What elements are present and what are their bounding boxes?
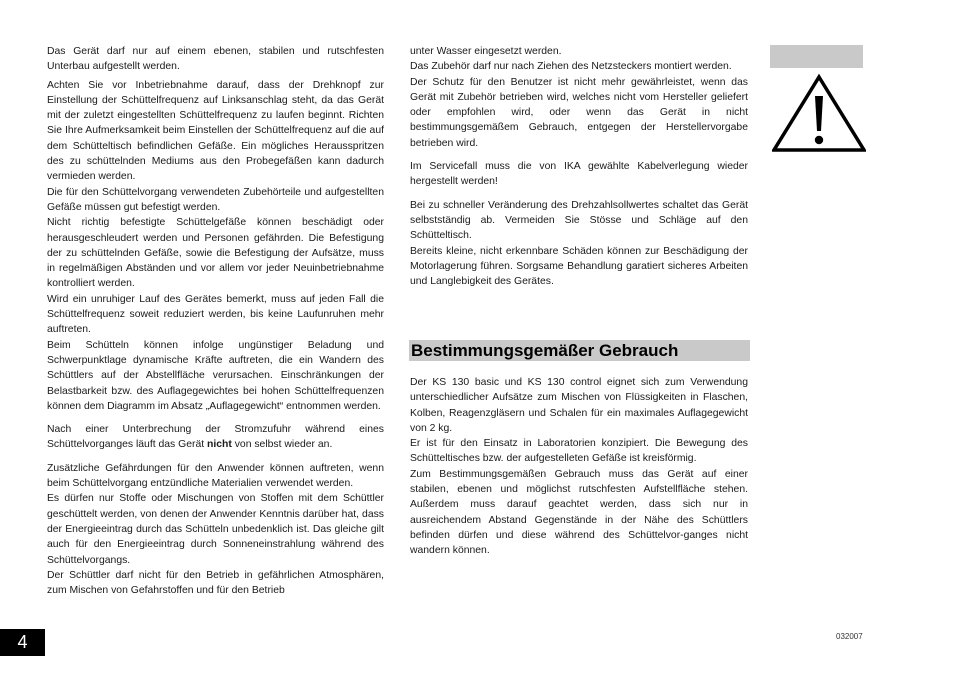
- paragraph: Der KS 130 basic und KS 130 control eignet sich zum Verwendung unterschiedlicher Aufsätze zum Mischen von Flüssigkeiten in Flaschen, Kolben, Reagenzgläsern und Schalen für ein maximales Auflagegewicht von 2 kg.: [410, 377, 748, 434]
- left-text-column: [47, 44, 384, 598]
- paragraph: Bei zu schneller Veränderung des Drehzahlsollwertes schaltet das Gerät selbstständig ab. Vermeiden Sie Stösse und Schläge auf den Schütteltisch.: [410, 199, 748, 242]
- page-number: 4: [0, 629, 45, 656]
- paragraph: Der Schüttler darf nicht für den Betrieb in gefährlichen Atmosphären, zum Mischen von Gefahrstoffen und für den Betrieb: [47, 569, 384, 597]
- document-code: 032007: [836, 632, 863, 641]
- paragraph: Die für den Schüttelvorgang verwendeten Zubehörteile und aufgestellten Gefäße müssen gut befestigt werden.: [47, 186, 384, 213]
- bold-word: nicht: [207, 439, 232, 451]
- paragraph: Achten Sie vor Inbetriebnahme darauf, dass der Drehknopf zur Einstellung der Schüttelfrequenz auf Linksanschlag steht, da das Gerät mit der zuletzt eingestellten Schüttelfrequenz zu laufen beginnt. Richten Sie Ihre Aufmerksamkeit beim Einstellen der Schüttelfrequenz auf die auf dem Schütteltisch befindlichen Gefäße. Ein mögliches Herausspritzen des zu schüttelnden Mediums aus den Probegefäßen kann dadurch vermieden werden.: [47, 79, 384, 183]
- paragraph: Das Gerät darf nur auf einem ebenen, stabilen und rutschfesten Unterbau aufgestellt werden.: [47, 46, 384, 73]
- warning-triangle-icon: [772, 74, 866, 152]
- section-heading: Bestimmungsgemäßer Gebrauch: [409, 340, 750, 361]
- paragraph: Zusätzliche Gefährdungen für den Anwender können auftreten, wenn beim Schüttelvorgang entzündliche Materialien verwendet werden.: [47, 462, 384, 490]
- paragraph: Zum Bestimmungsgemäßen Gebrauch muss das Gerät auf einer stabilen, ebenen und möglichst rutschfesten Aufstellfläche stehen. Außerdem muss darauf geachtet werden, dass sich nur in ausreichendem Abstand Gegenstände in der Nähe des Schüttlers befinden dürfen und diese während des Schüttelvor-ganges nicht wandern können.: [410, 468, 748, 557]
- paragraph: Beim Schütteln können infolge ungünstiger Beladung und Schwerpunktlage dynamische Kräfte auftreten, die ein Wandern des Schüttlers auf der Abstellfläche verursachen. Einschränkungen der Belastbarkeit bzw. des Auflagegewichtes bei hohen Schüttelfrequenzen können dem Diagramm im Absatz „Auflagegewicht“ entnommen werden.: [47, 339, 384, 412]
- paragraph: Im Servicefall muss die von IKA gewählte Kabelverlegung wieder hergestellt werden!: [410, 161, 748, 188]
- section-body: [410, 375, 748, 559]
- text-run: von selbst wieder an.: [231, 439, 333, 451]
- paragraph: Bereits kleine, nicht erkennbare Schäden können zur Beschädigung der Motorlagerung führen. Sorgsame Behandlung garatiert sicheres Arbeiten und Langlebigkeit des Gerätes.: [410, 245, 748, 288]
- paragraph: Er ist für den Einsatz in Laboratorien konzipiert. Die Bewegung des Schütteltisches bzw. der aufgestelleten Gefäße ist kreisförmig.: [410, 438, 748, 465]
- text-run: Nach einer Unterbrechung der Stromzufuhr während eines Schüttelvorganges läuft das Gerät: [47, 424, 384, 451]
- header-tab-bar: [770, 45, 863, 68]
- middle-text-column: [410, 44, 748, 289]
- paragraph: unter Wasser eingesetzt werden.: [410, 46, 562, 57]
- paragraph: Das Zubehör darf nur nach Ziehen des Netzsteckers montiert werden.: [410, 61, 732, 73]
- paragraph: Nicht richtig befestigte Schüttelgefäße können beschädigt oder herausgeschleudert werden und Personen gefährden. Die Befestigung der zu schüttelnden Gefäße, sowie die Befestigung der Aufsätze, muss in regelmäßigen Abständen und vor allem vor jeder Neuinbetriebnahme kontrolliert werden.: [47, 217, 384, 290]
- paragraph: Der Schutz für den Benutzer ist nicht mehr gewährleistet, wenn das Gerät mit Zubehör betrieben wird, welches nicht vom Hersteller geliefert oder empfohlen wird, oder wenn das Gerät in nicht bestimmungsgemäßem Gebrauch, entgegen der Herstellervorgabe betrieben wird.: [410, 76, 748, 149]
- paragraph: Es dürfen nur Stoffe oder Mischungen von Stoffen mit dem Schüttler geschüttelt werden, von denen der Anwender Kenntnis darüber hat, dass der Energieeintrag durch das Schütteln unbedenklich ist. Das gleiche gilt auch für den Energieeintrag durch Sonneneinstrahlung während des Schüttelvorgangs.: [47, 493, 384, 566]
- paragraph-power-interruption: [47, 422, 384, 453]
- paragraph: Wird ein unruhiger Lauf des Gerätes bemerkt, muss auf jeden Fall die Schüttelfrequenz soweit reduziert werden, bis keine Laufunruhen mehr auftreten.: [47, 293, 384, 336]
